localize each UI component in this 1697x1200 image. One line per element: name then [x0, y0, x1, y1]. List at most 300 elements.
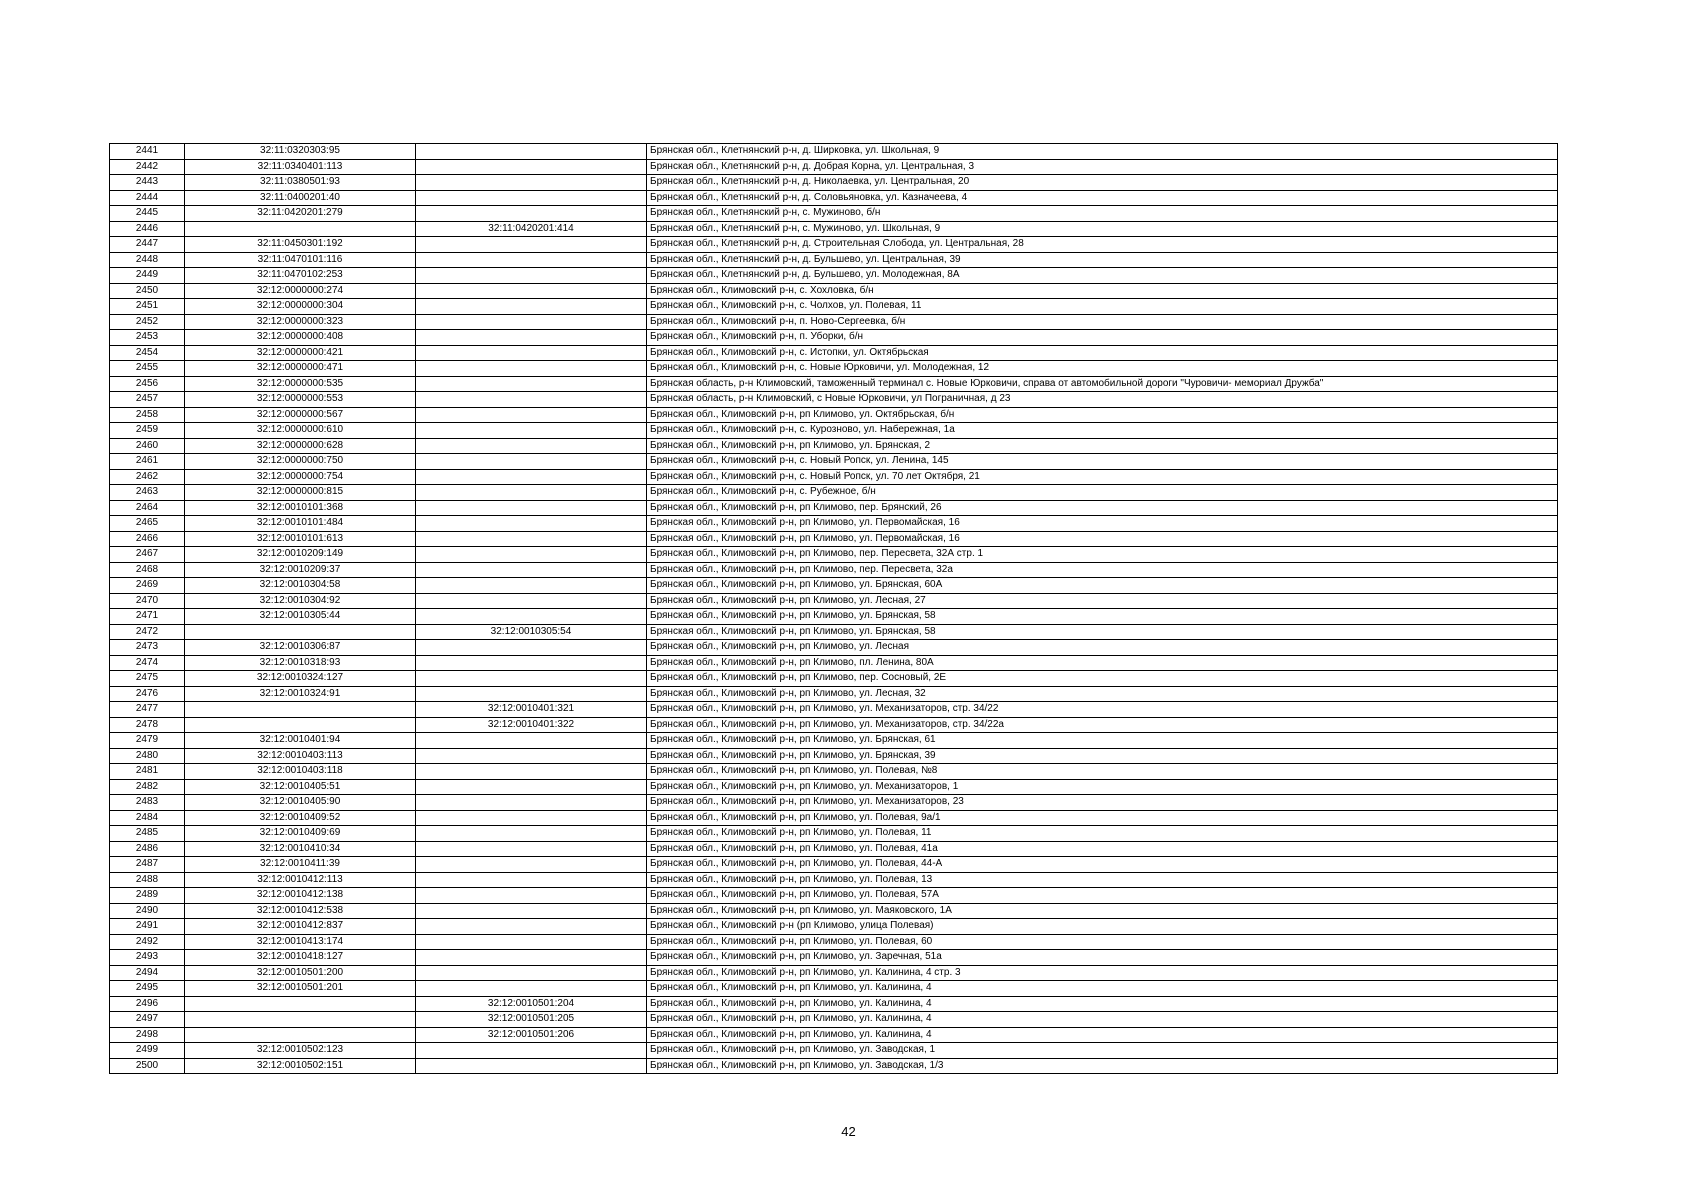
- cadastral-number-cell: 32:12:0010501:201: [185, 981, 416, 997]
- table-row: [110, 1058, 1558, 1074]
- table-row: [110, 934, 1558, 950]
- cadastral-number-alt-cell: 32:12:0010305:54: [416, 624, 647, 640]
- row-number-cell: 2485: [110, 826, 185, 842]
- property-table: [109, 143, 1558, 1074]
- cadastral-number-cell: 32:12:0010502:151: [185, 1058, 416, 1074]
- address-cell: Брянская обл., Климовский р-н, рп Климово, ул. Механизаторов, стр. 34/22: [647, 702, 1558, 718]
- cadastral-number-alt-cell: [416, 1058, 647, 1074]
- table-row: [110, 1027, 1558, 1043]
- address-cell: Брянская обл., Климовский р-н, рп Климово, пер. Пересвета, 32А стр. 1: [647, 547, 1558, 563]
- cadastral-number-alt-cell: [416, 237, 647, 253]
- address-cell: Брянская обл., Клетнянский р-н, д. Бульшево, ул. Молодежная, 8А: [647, 268, 1558, 284]
- address-cell: Брянская обл., Климовский р-н, рп Климово, ул. Маяковского, 1А: [647, 903, 1558, 919]
- address-cell: Брянская обл., Клетнянский р-н, д. Строительная Слобода, ул. Центральная, 28: [647, 237, 1558, 253]
- address-cell: Брянская обл., Климовский р-н, рп Климово, ул. Брянская, 61: [647, 733, 1558, 749]
- row-number-cell: 2451: [110, 299, 185, 315]
- cadastral-number-cell: 32:12:0010412:138: [185, 888, 416, 904]
- address-cell: Брянская обл., Климовский р-н, рп Климово, ул. Первомайская, 16: [647, 531, 1558, 547]
- table-row: [110, 578, 1558, 594]
- row-number-cell: 2460: [110, 438, 185, 454]
- address-cell: Брянская обл., Климовский р-н, рп Климово, ул. Лесная, 27: [647, 593, 1558, 609]
- table-row: [110, 609, 1558, 625]
- row-number-cell: 2453: [110, 330, 185, 346]
- cadastral-number-cell: 32:12:0000000:323: [185, 314, 416, 330]
- row-number-cell: 2459: [110, 423, 185, 439]
- cadastral-number-alt-cell: [416, 981, 647, 997]
- row-number-cell: 2490: [110, 903, 185, 919]
- address-cell: Брянская область, р-н Климовский, таможенный терминал с. Новые Юрковичи, справа от автомобильной дороги "Чуровичи- мемориал Дружба": [647, 376, 1558, 392]
- address-cell: Брянская обл., Климовский р-н, рп Климово, ул. Полевая, 57А: [647, 888, 1558, 904]
- cadastral-number-alt-cell: [416, 748, 647, 764]
- table-row: [110, 841, 1558, 857]
- row-number-cell: 2445: [110, 206, 185, 222]
- table-row: [110, 314, 1558, 330]
- table-row: [110, 206, 1558, 222]
- table-row: [110, 996, 1558, 1012]
- table-row: [110, 950, 1558, 966]
- cadastral-number-alt-cell: [416, 314, 647, 330]
- table-row: [110, 1043, 1558, 1059]
- cadastral-number-alt-cell: [416, 593, 647, 609]
- cadastral-number-cell: 32:12:0000000:815: [185, 485, 416, 501]
- cadastral-number-alt-cell: [416, 299, 647, 315]
- row-number-cell: 2457: [110, 392, 185, 408]
- cadastral-number-alt-cell: [416, 795, 647, 811]
- address-cell: Брянская обл., Климовский р-н, рп Климово, ул. Калинина, 4: [647, 981, 1558, 997]
- address-cell: Брянская обл., Клетнянский р-н, д. Николаевка, ул. Центральная, 20: [647, 175, 1558, 191]
- row-number-cell: 2470: [110, 593, 185, 609]
- row-number-cell: 2494: [110, 965, 185, 981]
- address-cell: Брянская обл., Климовский р-н, рп Климово, ул. Брянская, 58: [647, 609, 1558, 625]
- table-row: [110, 531, 1558, 547]
- cadastral-number-alt-cell: [416, 531, 647, 547]
- address-cell: Брянская обл., Климовский р-н, рп Климово, ул. Лесная: [647, 640, 1558, 656]
- row-number-cell: 2493: [110, 950, 185, 966]
- row-number-cell: 2452: [110, 314, 185, 330]
- cadastral-number-cell: 32:12:0010318:93: [185, 655, 416, 671]
- cadastral-number-alt-cell: [416, 175, 647, 191]
- address-cell: Брянская обл., Климовский р-н, рп Климово, ул. Механизаторов, стр. 34/22а: [647, 717, 1558, 733]
- row-number-cell: 2476: [110, 686, 185, 702]
- row-number-cell: 2442: [110, 159, 185, 175]
- address-cell: Брянская обл., Климовский р-н, рп Климово, ул. Калинина, 4: [647, 996, 1558, 1012]
- cadastral-number-alt-cell: [416, 283, 647, 299]
- cadastral-number-cell: 32:12:0010306:87: [185, 640, 416, 656]
- table-row: [110, 888, 1558, 904]
- table-row: [110, 810, 1558, 826]
- address-cell: Брянская обл., Климовский р-н, рп Климово, ул. Заречная, 51а: [647, 950, 1558, 966]
- table-row: [110, 593, 1558, 609]
- address-cell: Брянская обл., Климовский р-н, рп Климово, ул. Полевая, 11: [647, 826, 1558, 842]
- row-number-cell: 2466: [110, 531, 185, 547]
- row-number-cell: 2488: [110, 872, 185, 888]
- row-number-cell: 2443: [110, 175, 185, 191]
- table-row: [110, 872, 1558, 888]
- cadastral-number-cell: 32:11:0470101:116: [185, 252, 416, 268]
- cadastral-number-cell: [185, 1027, 416, 1043]
- cadastral-number-cell: 32:12:0000000:750: [185, 454, 416, 470]
- row-number-cell: 2461: [110, 454, 185, 470]
- cadastral-number-cell: 32:12:0000000:421: [185, 345, 416, 361]
- cadastral-number-cell: 32:12:0010101:484: [185, 516, 416, 532]
- cadastral-number-cell: 32:12:0010412:113: [185, 872, 416, 888]
- cadastral-number-cell: 32:12:0010410:34: [185, 841, 416, 857]
- cadastral-number-alt-cell: [416, 516, 647, 532]
- cadastral-number-alt-cell: [416, 423, 647, 439]
- table-row: [110, 717, 1558, 733]
- cadastral-number-alt-cell: [416, 609, 647, 625]
- address-cell: Брянская обл., Климовский р-н, рп Климово, ул. Октябрьская, б/н: [647, 407, 1558, 423]
- row-number-cell: 2471: [110, 609, 185, 625]
- cadastral-number-alt-cell: [416, 330, 647, 346]
- address-cell: Брянская область, р-н Климовский, с Новые Юрковичи, ул Пограничная, д 23: [647, 392, 1558, 408]
- row-number-cell: 2499: [110, 1043, 185, 1059]
- table-row: [110, 283, 1558, 299]
- cadastral-number-alt-cell: [416, 826, 647, 842]
- cadastral-number-cell: [185, 717, 416, 733]
- row-number-cell: 2441: [110, 144, 185, 160]
- cadastral-number-alt-cell: 32:11:0420201:414: [416, 221, 647, 237]
- cadastral-number-cell: 32:12:0010101:613: [185, 531, 416, 547]
- table-row: [110, 764, 1558, 780]
- cadastral-number-alt-cell: [416, 1043, 647, 1059]
- row-number-cell: 2474: [110, 655, 185, 671]
- table-row: [110, 438, 1558, 454]
- cadastral-number-cell: 32:11:0450301:192: [185, 237, 416, 253]
- cadastral-number-cell: 32:12:0010409:69: [185, 826, 416, 842]
- cadastral-number-cell: 32:12:0010418:127: [185, 950, 416, 966]
- address-cell: Брянская обл., Климовский р-н, с. Новый Ропск, ул. 70 лет Октября, 21: [647, 469, 1558, 485]
- table-row: [110, 903, 1558, 919]
- address-cell: Брянская обл., Климовский р-н, рп Климово, ул. Брянская, 2: [647, 438, 1558, 454]
- cadastral-number-alt-cell: [416, 159, 647, 175]
- cadastral-number-cell: [185, 221, 416, 237]
- row-number-cell: 2468: [110, 562, 185, 578]
- address-cell: Брянская обл., Климовский р-н, рп Климово, ул. Брянская, 60А: [647, 578, 1558, 594]
- row-number-cell: 2472: [110, 624, 185, 640]
- row-number-cell: 2462: [110, 469, 185, 485]
- address-cell: Брянская обл., Климовский р-н, рп Климово, пл. Ленина, 80А: [647, 655, 1558, 671]
- cadastral-number-alt-cell: [416, 407, 647, 423]
- cadastral-number-cell: 32:12:0010502:123: [185, 1043, 416, 1059]
- row-number-cell: 2498: [110, 1027, 185, 1043]
- cadastral-number-cell: 32:12:0000000:471: [185, 361, 416, 377]
- table-row: [110, 361, 1558, 377]
- cadastral-number-alt-cell: [416, 779, 647, 795]
- cadastral-number-alt-cell: 32:12:0010501:206: [416, 1027, 647, 1043]
- table-body: [110, 144, 1558, 1074]
- row-number-cell: 2454: [110, 345, 185, 361]
- table-row: [110, 562, 1558, 578]
- cadastral-number-alt-cell: [416, 764, 647, 780]
- address-cell: Брянская обл., Климовский р-н (рп Климово, улица Полевая): [647, 919, 1558, 935]
- row-number-cell: 2486: [110, 841, 185, 857]
- cadastral-number-cell: 32:12:0000000:274: [185, 283, 416, 299]
- cadastral-number-alt-cell: [416, 500, 647, 516]
- table-row: [110, 190, 1558, 206]
- row-number-cell: 2446: [110, 221, 185, 237]
- table-row: [110, 748, 1558, 764]
- table-row: [110, 733, 1558, 749]
- address-cell: Брянская обл., Климовский р-н, с. Истопки, ул. Октябрьская: [647, 345, 1558, 361]
- address-cell: Брянская обл., Климовский р-н, рп Климово, ул. Калинина, 4: [647, 1012, 1558, 1028]
- table-row: [110, 686, 1558, 702]
- table-row: [110, 981, 1558, 997]
- table-row: [110, 376, 1558, 392]
- table-row: [110, 919, 1558, 935]
- row-number-cell: 2491: [110, 919, 185, 935]
- cadastral-number-cell: 32:12:0000000:610: [185, 423, 416, 439]
- cadastral-number-cell: 32:12:0010401:94: [185, 733, 416, 749]
- cadastral-number-alt-cell: [416, 206, 647, 222]
- table-row: [110, 423, 1558, 439]
- cadastral-number-alt-cell: 32:12:0010401:322: [416, 717, 647, 733]
- address-cell: Брянская обл., Климовский р-н, рп Климово, ул. Брянская, 39: [647, 748, 1558, 764]
- cadastral-number-cell: 32:12:0010501:200: [185, 965, 416, 981]
- address-cell: Брянская обл., Клетнянский р-н, д. Добрая Корна, ул. Центральная, 3: [647, 159, 1558, 175]
- cadastral-number-alt-cell: [416, 547, 647, 563]
- table-row: [110, 516, 1558, 532]
- table-row: [110, 268, 1558, 284]
- table-row: [110, 965, 1558, 981]
- cadastral-number-alt-cell: [416, 950, 647, 966]
- table-row: [110, 624, 1558, 640]
- table-row: [110, 795, 1558, 811]
- table-row: [110, 252, 1558, 268]
- cadastral-number-alt-cell: [416, 190, 647, 206]
- cadastral-number-alt-cell: 32:12:0010501:205: [416, 1012, 647, 1028]
- row-number-cell: 2479: [110, 733, 185, 749]
- cadastral-number-alt-cell: [416, 965, 647, 981]
- cadastral-number-cell: 32:12:0010403:118: [185, 764, 416, 780]
- cadastral-number-alt-cell: [416, 671, 647, 687]
- table-row: [110, 469, 1558, 485]
- address-cell: Брянская обл., Климовский р-н, рп Климово, ул. Первомайская, 16: [647, 516, 1558, 532]
- cadastral-number-cell: [185, 1012, 416, 1028]
- page-number: 42: [841, 1124, 856, 1139]
- cadastral-number-cell: 32:12:0000000:535: [185, 376, 416, 392]
- cadastral-number-cell: 32:11:0340401:113: [185, 159, 416, 175]
- table-row: [110, 826, 1558, 842]
- cadastral-number-cell: 32:12:0010405:90: [185, 795, 416, 811]
- cadastral-number-cell: 32:12:0000000:408: [185, 330, 416, 346]
- cadastral-number-cell: 32:12:0010409:52: [185, 810, 416, 826]
- cadastral-number-alt-cell: [416, 562, 647, 578]
- cadastral-number-cell: 32:12:0010304:92: [185, 593, 416, 609]
- row-number-cell: 2482: [110, 779, 185, 795]
- table-row: [110, 655, 1558, 671]
- row-number-cell: 2487: [110, 857, 185, 873]
- cadastral-number-alt-cell: [416, 376, 647, 392]
- cadastral-number-cell: 32:12:0010305:44: [185, 609, 416, 625]
- cadastral-number-alt-cell: [416, 361, 647, 377]
- row-number-cell: 2473: [110, 640, 185, 656]
- address-cell: Брянская обл., Климовский р-н, с. Чолхов, ул. Полевая, 11: [647, 299, 1558, 315]
- address-cell: Брянская обл., Климовский р-н, с. Новые Юрковичи, ул. Молодежная, 12: [647, 361, 1558, 377]
- address-cell: Брянская обл., Климовский р-н, с. Хохловка, б/н: [647, 283, 1558, 299]
- row-number-cell: 2483: [110, 795, 185, 811]
- row-number-cell: 2475: [110, 671, 185, 687]
- cadastral-number-alt-cell: [416, 857, 647, 873]
- cadastral-number-alt-cell: [416, 919, 647, 935]
- address-cell: Брянская обл., Климовский р-н, рп Климово, ул. Полевая, 44-А: [647, 857, 1558, 873]
- address-cell: Брянская обл., Климовский р-н, рп Климово, ул. Брянская, 58: [647, 624, 1558, 640]
- row-number-cell: 2464: [110, 500, 185, 516]
- cadastral-number-alt-cell: 32:12:0010401:321: [416, 702, 647, 718]
- cadastral-number-alt-cell: [416, 144, 647, 160]
- row-number-cell: 2481: [110, 764, 185, 780]
- row-number-cell: 2463: [110, 485, 185, 501]
- cadastral-number-cell: 32:12:0010411:39: [185, 857, 416, 873]
- row-number-cell: 2444: [110, 190, 185, 206]
- cadastral-number-alt-cell: [416, 733, 647, 749]
- cadastral-number-alt-cell: [416, 903, 647, 919]
- table-row: [110, 485, 1558, 501]
- cadastral-number-cell: 32:12:0000000:567: [185, 407, 416, 423]
- cadastral-number-alt-cell: [416, 578, 647, 594]
- row-number-cell: 2492: [110, 934, 185, 950]
- cadastral-number-cell: 32:12:0010209:37: [185, 562, 416, 578]
- cadastral-number-cell: [185, 702, 416, 718]
- cadastral-number-cell: [185, 624, 416, 640]
- address-cell: Брянская обл., Климовский р-н, рп Климово, пер. Пересвета, 32а: [647, 562, 1558, 578]
- address-cell: Брянская обл., Клетнянский р-н, д. Соловьяновка, ул. Казначеева, 4: [647, 190, 1558, 206]
- table-row: [110, 237, 1558, 253]
- address-cell: Брянская обл., Клетнянский р-н, д. Бульшево, ул. Центральная, 39: [647, 252, 1558, 268]
- address-cell: Брянская обл., Клетнянский р-н, с. Мужиново, ул. Школьная, 9: [647, 221, 1558, 237]
- address-cell: Брянская обл., Климовский р-н, рп Климово, пер. Брянский, 26: [647, 500, 1558, 516]
- address-cell: Брянская обл., Климовский р-н, рп Климово, ул. Механизаторов, 23: [647, 795, 1558, 811]
- row-number-cell: 2448: [110, 252, 185, 268]
- address-cell: Брянская обл., Климовский р-н, рп Климово, ул. Калинина, 4: [647, 1027, 1558, 1043]
- table-row: [110, 547, 1558, 563]
- row-number-cell: 2497: [110, 1012, 185, 1028]
- cadastral-number-alt-cell: [416, 640, 647, 656]
- cadastral-number-cell: 32:12:0010324:91: [185, 686, 416, 702]
- row-number-cell: 2489: [110, 888, 185, 904]
- row-number-cell: 2450: [110, 283, 185, 299]
- address-cell: Брянская обл., Климовский р-н, п. Ново-Сергеевка, б/н: [647, 314, 1558, 330]
- address-cell: Брянская обл., Климовский р-н, рп Климово, ул. Полевая, 60: [647, 934, 1558, 950]
- row-number-cell: 2477: [110, 702, 185, 718]
- table-row: [110, 500, 1558, 516]
- cadastral-number-cell: 32:12:0010412:837: [185, 919, 416, 935]
- row-number-cell: 2496: [110, 996, 185, 1012]
- table-row: [110, 392, 1558, 408]
- cadastral-number-alt-cell: [416, 810, 647, 826]
- row-number-cell: 2478: [110, 717, 185, 733]
- cadastral-number-alt-cell: [416, 686, 647, 702]
- cadastral-number-alt-cell: [416, 345, 647, 361]
- table-row: [110, 640, 1558, 656]
- cadastral-number-alt-cell: [416, 485, 647, 501]
- row-number-cell: 2465: [110, 516, 185, 532]
- cadastral-number-cell: 32:12:0000000:754: [185, 469, 416, 485]
- cadastral-number-cell: 32:12:0010413:174: [185, 934, 416, 950]
- cadastral-number-alt-cell: [416, 655, 647, 671]
- table-row: [110, 857, 1558, 873]
- cadastral-number-cell: 32:12:0000000:304: [185, 299, 416, 315]
- cadastral-number-cell: 32:12:0000000:553: [185, 392, 416, 408]
- cadastral-number-cell: 32:12:0010304:58: [185, 578, 416, 594]
- row-number-cell: 2495: [110, 981, 185, 997]
- cadastral-number-alt-cell: [416, 888, 647, 904]
- row-number-cell: 2469: [110, 578, 185, 594]
- row-number-cell: 2500: [110, 1058, 185, 1074]
- table-row: [110, 175, 1558, 191]
- address-cell: Брянская обл., Климовский р-н, с. Курозново, ул. Набережная, 1а: [647, 423, 1558, 439]
- table-row: [110, 779, 1558, 795]
- cadastral-number-alt-cell: [416, 872, 647, 888]
- cadastral-number-cell: [185, 996, 416, 1012]
- address-cell: Брянская обл., Климовский р-н, рп Климово, пер. Сосновый, 2Е: [647, 671, 1558, 687]
- address-cell: Брянская обл., Клетнянский р-н, д. Ширковка, ул. Школьная, 9: [647, 144, 1558, 160]
- cadastral-number-alt-cell: [416, 268, 647, 284]
- cadastral-number-alt-cell: [416, 454, 647, 470]
- row-number-cell: 2480: [110, 748, 185, 764]
- table-row: [110, 454, 1558, 470]
- cadastral-number-cell: 32:11:0420201:279: [185, 206, 416, 222]
- row-number-cell: 2455: [110, 361, 185, 377]
- address-cell: Брянская обл., Климовский р-н, п. Уборки, б/н: [647, 330, 1558, 346]
- table-row: [110, 330, 1558, 346]
- address-cell: Брянская обл., Климовский р-н, рп Климово, ул. Заводская, 1: [647, 1043, 1558, 1059]
- row-number-cell: 2456: [110, 376, 185, 392]
- cadastral-number-cell: 32:11:0470102:253: [185, 268, 416, 284]
- cadastral-number-alt-cell: [416, 438, 647, 454]
- cadastral-number-cell: 32:11:0320303:95: [185, 144, 416, 160]
- cadastral-number-alt-cell: [416, 252, 647, 268]
- address-cell: Брянская обл., Климовский р-н, рп Климово, ул. Полевая, 13: [647, 872, 1558, 888]
- table-row: [110, 299, 1558, 315]
- address-cell: Брянская обл., Клетнянский р-н, с. Мужиново, б/н: [647, 206, 1558, 222]
- cadastral-number-cell: 32:11:0380501:93: [185, 175, 416, 191]
- cadastral-number-alt-cell: [416, 934, 647, 950]
- table-row: [110, 702, 1558, 718]
- address-cell: Брянская обл., Климовский р-н, рп Климово, ул. Заводская, 1/3: [647, 1058, 1558, 1074]
- row-number-cell: 2467: [110, 547, 185, 563]
- table-row: [110, 345, 1558, 361]
- table-row: [110, 159, 1558, 175]
- row-number-cell: 2449: [110, 268, 185, 284]
- address-cell: Брянская обл., Климовский р-н, рп Климово, ул. Лесная, 32: [647, 686, 1558, 702]
- cadastral-number-alt-cell: 32:12:0010501:204: [416, 996, 647, 1012]
- cadastral-number-alt-cell: [416, 469, 647, 485]
- cadastral-number-cell: 32:12:0010209:149: [185, 547, 416, 563]
- address-cell: Брянская обл., Климовский р-н, с. Новый Ропск, ул. Ленина, 145: [647, 454, 1558, 470]
- table-row: [110, 407, 1558, 423]
- cadastral-number-cell: 32:12:0010412:538: [185, 903, 416, 919]
- table-row: [110, 671, 1558, 687]
- row-number-cell: 2447: [110, 237, 185, 253]
- address-cell: Брянская обл., Климовский р-н, рп Климово, ул. Полевая, 41а: [647, 841, 1558, 857]
- cadastral-number-alt-cell: [416, 841, 647, 857]
- cadastral-number-cell: 32:12:0010101:368: [185, 500, 416, 516]
- table-row: [110, 144, 1558, 160]
- cadastral-number-cell: 32:12:0010405:51: [185, 779, 416, 795]
- table-row: [110, 1012, 1558, 1028]
- cadastral-number-alt-cell: [416, 392, 647, 408]
- cadastral-number-cell: 32:12:0000000:628: [185, 438, 416, 454]
- table-row: [110, 221, 1558, 237]
- row-number-cell: 2484: [110, 810, 185, 826]
- row-number-cell: 2458: [110, 407, 185, 423]
- cadastral-number-cell: 32:11:0400201:40: [185, 190, 416, 206]
- address-cell: Брянская обл., Климовский р-н, рп Климово, ул. Полевая, №8: [647, 764, 1558, 780]
- cadastral-number-cell: 32:12:0010403:113: [185, 748, 416, 764]
- address-cell: Брянская обл., Климовский р-н, рп Климово, ул. Механизаторов, 1: [647, 779, 1558, 795]
- cadastral-number-cell: 32:12:0010324:127: [185, 671, 416, 687]
